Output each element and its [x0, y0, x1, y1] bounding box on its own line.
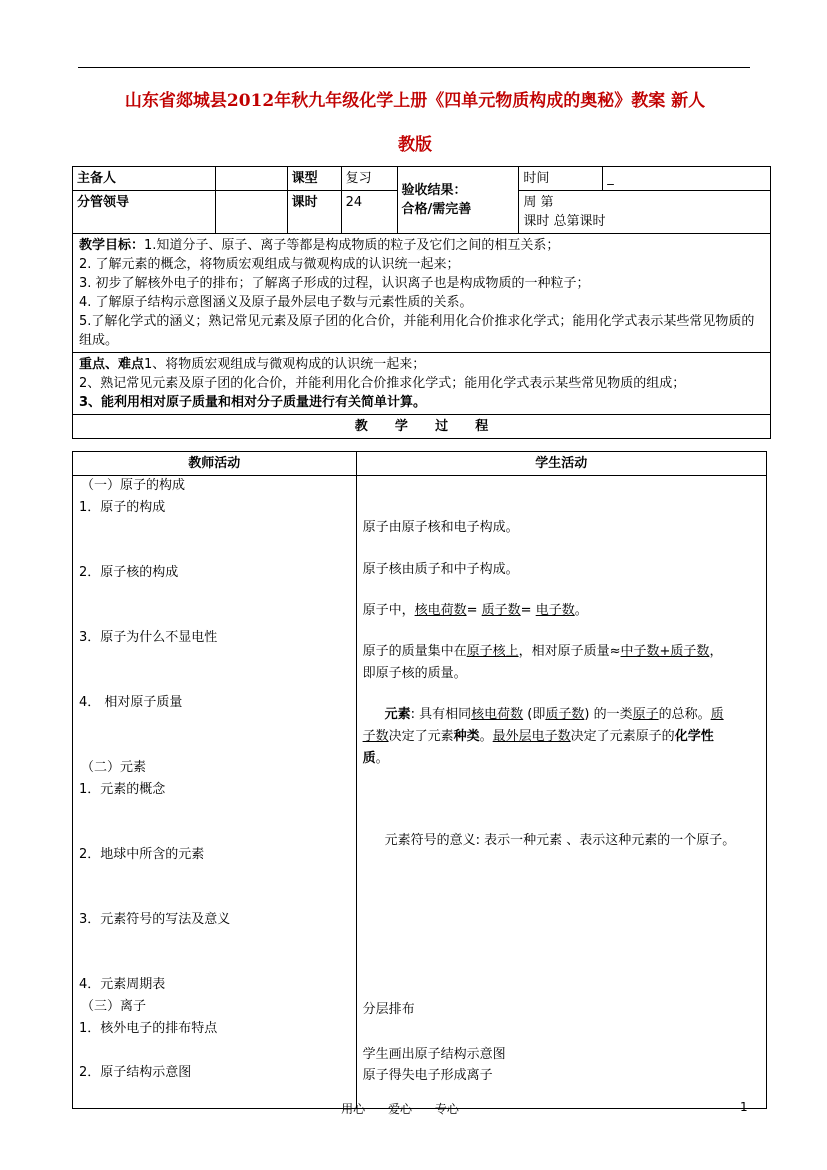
student-item: 原子的质量集中在原子核上，相对原子质量≈中子数+质子数， — [362, 644, 723, 659]
goal-item: 1.知道分子、原子、离子等都是构成物质的粒子及它们之间的相互关系； — [144, 238, 560, 253]
teacher-item: 1．核外电子的排布特点 — [79, 1021, 218, 1036]
student-item: 子数决定了元素种类。最外层电子数决定了元素原子的化学性 — [362, 729, 714, 744]
check-value: 合格/需完善 — [401, 202, 472, 217]
teacher-item: 2．地球中所含的元素 — [79, 847, 205, 862]
keypoint-item: 2、熟记常见元素及原子团的化合价，并能利用化合价推求化学式；能用化学式表示某些常见物质的组成； — [79, 376, 686, 391]
check-label: 验收结果： — [401, 183, 467, 198]
teacher-item: 4．元素周期表 — [79, 977, 166, 992]
teacher-activities — [73, 476, 357, 1109]
lead-label: 主备人 — [73, 167, 216, 191]
check-cell — [397, 167, 519, 234]
student-item: 分层排布 — [362, 1002, 415, 1017]
manager-value — [215, 191, 287, 234]
teacher-item: 1．原子的构成 — [79, 500, 166, 515]
goals-label: 教学目标： — [79, 238, 145, 253]
keypoint-item: 1、将物质宏观组成与微观构成的认识统一起来； — [144, 357, 426, 372]
type-label: 课型 — [287, 167, 341, 191]
teacher-column-header: 教师活动 — [73, 452, 357, 476]
teacher-item: 1．元素的概念 — [79, 782, 166, 797]
keypoints-label: 重点、难点 — [79, 357, 145, 372]
student-item: 原子由原子核和电子构成。 — [362, 520, 519, 535]
doc-title-line2: 教版 — [398, 135, 432, 155]
student-item: 学生画出原子结构示意图 — [362, 1047, 506, 1062]
period-text: 课时 总第课时 — [523, 214, 606, 229]
keypoints-cell — [73, 353, 771, 415]
teacher-item: （一）原子的构成 — [81, 478, 186, 493]
hours-value: 24 — [341, 191, 397, 234]
teacher-item: 4． 相对原子质量 — [79, 695, 183, 710]
goals-cell — [73, 234, 771, 353]
activity-table — [72, 451, 767, 1109]
teacher-item: （二）元素 — [81, 760, 147, 775]
teacher-item: 3．元素符号的写法及意义 — [79, 912, 231, 927]
lesson-info-table — [72, 166, 771, 439]
teacher-item: 2．原子结构示意图 — [79, 1065, 192, 1080]
hours-label: 课时 — [287, 191, 341, 234]
process-heading: 教 学 过 程 — [73, 415, 771, 439]
time-label: 时间 — [519, 167, 603, 191]
teacher-item: 3．原子为什么不显电性 — [79, 630, 218, 645]
student-item: 原子核由质子和中子构成。 — [362, 562, 519, 577]
student-item: 元素: 具有相同核电荷数 (即质子数) 的一类原子的总称。质 — [384, 707, 724, 722]
header-rule — [78, 67, 750, 68]
page-number: 1 — [740, 1100, 748, 1114]
week-cell — [519, 191, 771, 234]
week-text: 周 第 — [523, 195, 554, 210]
type-value: 复习 — [341, 167, 397, 191]
student-item: 质。 — [362, 751, 389, 766]
goal-item: 2. 了解元素的概念，将物质宏观组成与微观构成的认识统一起来； — [79, 257, 460, 272]
student-item: 原子得失电子形成离子 — [362, 1068, 493, 1083]
keypoint-item: 3、能利用相对原子质量和相对分子质量进行有关简单计算。 — [79, 395, 427, 410]
doc-title-line1: 山东省郯城县2012年秋九年级化学上册《四单元物质构成的奥秘》教案 新人 — [124, 91, 706, 111]
student-activities — [356, 476, 766, 1109]
teacher-item: 2．原子核的构成 — [79, 565, 179, 580]
student-item: 元素符号的意义: 表示一种元素 、表示这种元素的一个原子。 — [384, 833, 736, 848]
manager-label: 分管领导 — [73, 191, 216, 234]
student-item: 即原子核的质量。 — [362, 666, 467, 681]
goal-item: 5.了解化学式的涵义；熟记常见元素及原子团的化合价，并能利用化合价推求化学式；能用化学式表示某些常见物质的组成。 — [79, 314, 755, 348]
student-column-header: 学生活动 — [356, 452, 766, 476]
student-item: 原子中，核电荷数= 质子数= 电子数。 — [362, 603, 588, 618]
goal-item: 3. 初步了解核外电子的排布；了解离子形成的过程，认识离子也是构成物质的一种粒子； — [79, 276, 590, 291]
goal-item: 4. 了解原子结构示意图涵义及原子最外层电子数与元素性质的关系。 — [79, 295, 473, 310]
time-value: _ — [603, 167, 771, 191]
lead-value — [215, 167, 287, 191]
footer-motto: 用心 爱心 专心 — [341, 1102, 459, 1116]
teacher-item: （三）离子 — [81, 999, 147, 1014]
